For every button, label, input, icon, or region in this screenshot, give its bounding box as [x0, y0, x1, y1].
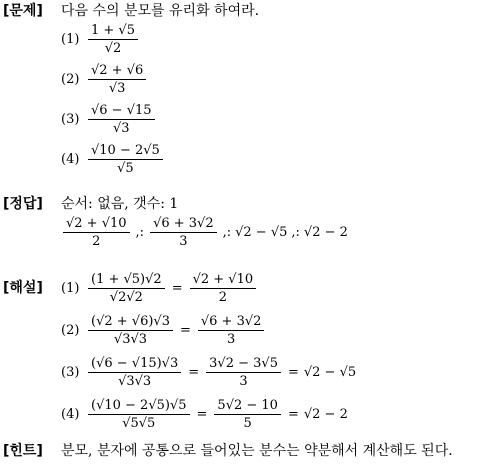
denominator: √2√2 [109, 289, 143, 305]
numerator: √2 + √10 [190, 272, 257, 289]
numerator: √6 + 3√2 [198, 314, 265, 331]
item-number: (2) [61, 322, 80, 338]
item-number: (4) [61, 406, 80, 422]
denominator: √2 [104, 40, 122, 56]
fraction-step-2 [206, 356, 281, 389]
denominator: √5√5 [122, 415, 156, 431]
item-number: (1) [61, 280, 80, 296]
solution-tag: [해설] [3, 280, 43, 296]
answer-separator: ,: [291, 224, 300, 240]
equals-sign: = [287, 364, 299, 380]
numerator: √6 + 3√2 [150, 216, 217, 233]
problem-item-4 [61, 139, 165, 179]
equals-sign: = [179, 322, 191, 338]
problem-instruction: 다음 수의 분모를 유리화 하여라. [61, 3, 260, 19]
denominator: √3√3 [118, 373, 152, 389]
answer-separator: ,: [135, 224, 145, 240]
solution-item-4 [61, 394, 348, 434]
problem-item-3 [61, 99, 157, 139]
numerator: (√2 + √6)√3 [88, 314, 173, 331]
equals-sign: = [287, 406, 299, 422]
numerator: √2 + √6 [88, 63, 146, 80]
fraction-step-1 [88, 314, 173, 347]
answer-3: √2 − √5 [235, 224, 288, 240]
problem-item-1 [61, 19, 140, 59]
solution-item-2 [61, 310, 266, 350]
fraction-step-1 [88, 356, 181, 389]
denominator: 3 [227, 331, 236, 347]
denominator: 2 [218, 289, 227, 305]
denominator: 5 [243, 415, 252, 431]
fraction-step-2 [190, 272, 257, 305]
fraction-step-1 [88, 272, 165, 305]
numerator: (√6 − √15)√3 [88, 356, 181, 373]
fraction [88, 143, 163, 176]
equals-sign: = [171, 280, 183, 296]
answer-4: √2 − 2 [303, 224, 348, 240]
numerator: 1 + √5 [88, 23, 138, 40]
item-number: (2) [61, 71, 80, 87]
answer-header: 순서: 없음, 갯수: 1 [61, 196, 179, 212]
numerator: √10 − 2√5 [88, 143, 163, 160]
fraction [88, 63, 146, 96]
item-number: (4) [61, 151, 80, 167]
fraction [88, 103, 155, 136]
fraction-step-2 [214, 398, 281, 431]
answer-1 [63, 216, 130, 249]
answer-separator: ,: [222, 224, 232, 240]
hint-tag: [힌트] [3, 443, 43, 459]
item-number: (1) [61, 31, 80, 47]
denominator: 3 [239, 373, 248, 389]
numerator: √2 + √10 [63, 216, 130, 233]
numerator: (√10 − 2√5)√5 [88, 398, 190, 415]
numerator: (1 + √5)√2 [88, 272, 165, 289]
denominator: √3√3 [113, 331, 148, 347]
result: √2 − 2 [303, 406, 348, 422]
answer-tag: [정답] [3, 196, 43, 212]
numerator: 5√2 − 10 [214, 398, 281, 415]
problem-item-2 [61, 59, 148, 99]
item-number: (3) [61, 364, 80, 380]
fraction-step-1 [88, 398, 190, 431]
fraction-step-2 [198, 314, 265, 347]
equals-sign: = [188, 364, 200, 380]
denominator: 3 [179, 233, 188, 249]
numerator: √6 − √15 [88, 103, 155, 120]
denominator: √3 [112, 120, 130, 136]
solution-item-1 [61, 268, 258, 308]
denominator: √5 [117, 160, 134, 176]
problem-tag: [문제] [3, 3, 43, 19]
denominator: √3 [108, 80, 126, 96]
item-number: (3) [61, 111, 80, 127]
fraction [88, 23, 138, 56]
equals-sign: = [196, 406, 208, 422]
answer-2 [150, 216, 217, 249]
denominator: 2 [92, 233, 101, 249]
answer-values [61, 212, 348, 252]
numerator: 3√2 − 3√5 [206, 356, 281, 373]
solution-item-3 [61, 352, 356, 392]
hint-text: 분모, 분자에 공통으로 들어있는 분수는 약분해서 계산해도 된다. [61, 443, 453, 459]
result: √2 − √5 [303, 364, 357, 380]
